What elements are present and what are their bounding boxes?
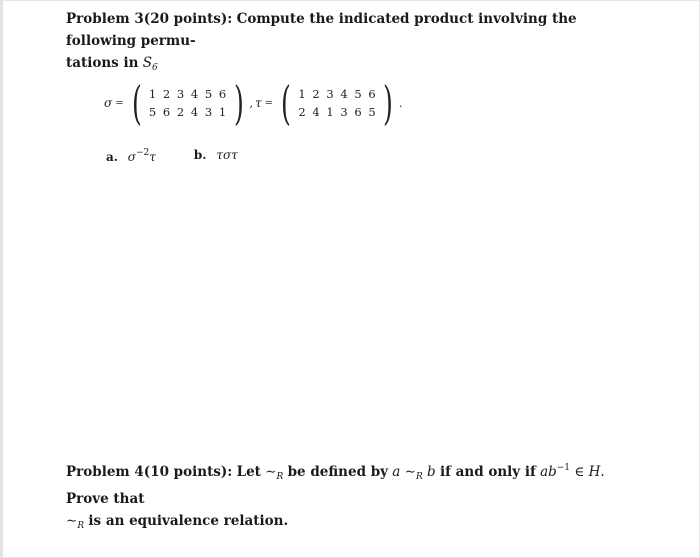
tau-bottom-entry-6: 5 — [368, 105, 376, 119]
sigma-top-entry-4: 4 — [190, 87, 199, 101]
sigma-top-entry-1: 1 — [148, 87, 157, 101]
tau-right-paren: ) — [383, 76, 393, 130]
tau-top-entry-1: 1 — [298, 87, 306, 101]
tau-bottom-entry-2: 4 — [312, 105, 320, 119]
problem-4-prove: Prove that — [66, 491, 145, 507]
tau-matrix — [295, 85, 379, 121]
sigma-top-entry-2: 2 — [162, 87, 171, 101]
problem-3-title: Problem 3(20 points): — [66, 11, 233, 27]
var-a: a — [392, 464, 401, 480]
sigma-equals: = — [115, 97, 124, 109]
part-b-label: b. — [193, 148, 207, 162]
part-a-sigma: σ — [127, 150, 136, 164]
sigma-bottom-entry-1: 5 — [148, 105, 157, 119]
sigma-left-paren: ( — [131, 76, 142, 130]
sigma-bottom-entry-4: 4 — [190, 105, 199, 119]
problem-4-defined-by: be defined by — [287, 464, 388, 480]
part-b — [194, 148, 238, 164]
sigma-bottom-entry-5: 3 — [204, 105, 213, 119]
group-subscript: 6 — [151, 63, 158, 73]
var-b: b — [427, 464, 436, 480]
relation-symbol: ∼ — [265, 464, 277, 480]
part-a-label: a. — [106, 150, 118, 164]
sigma-top-entry-3: 3 — [176, 87, 185, 101]
sigma-bottom-entry-6: 1 — [218, 105, 227, 119]
tau-left-paren: ( — [281, 76, 291, 130]
tau-top-entry-4: 4 — [340, 87, 348, 101]
sigma-top-entry-6: 6 — [218, 87, 227, 101]
problem-4-title: Problem 4(10 points): — [66, 464, 233, 480]
problem-4-let: Let — [236, 464, 261, 480]
sigma-bottom-entry-3: 2 — [176, 105, 185, 119]
inverse-exponent: −1 — [556, 463, 571, 473]
tau-top-entry-6: 6 — [368, 87, 376, 101]
problem-4 — [66, 457, 646, 537]
part-b-expression: τστ — [216, 148, 238, 162]
sigma-matrix — [146, 85, 230, 121]
part-a-exponent: −2 — [135, 148, 150, 158]
tau-top-entry-2: 2 — [312, 87, 320, 101]
tau-equals: = — [264, 97, 274, 109]
group-symbol: S — [142, 55, 152, 71]
sigma-right-paren: ) — [233, 76, 244, 130]
relation-symbol-2: ∼ — [404, 464, 416, 480]
problem-3-line2: tations in — [66, 55, 139, 71]
problem-4-iff: if and only if — [440, 464, 536, 480]
sigma-comma: , — [249, 96, 253, 110]
problem-3-parts — [106, 148, 238, 164]
problem-4-conclusion: is an equivalence relation. — [88, 513, 289, 529]
sigma-bottom-entry-2: 6 — [162, 105, 171, 119]
tau-bottom-entry-1: 2 — [298, 105, 306, 119]
tau-period: . — [398, 96, 403, 110]
sigma-label: σ — [104, 96, 113, 110]
in-h: ∈ H. — [574, 464, 605, 480]
tau-bottom-entry-4: 3 — [340, 105, 348, 119]
permutation-definitions — [104, 76, 404, 130]
tau-top-entry-3: 3 — [326, 87, 334, 101]
relation-subscript-3: R — [77, 521, 85, 531]
relation-symbol-3: ∼ — [66, 513, 78, 529]
relation-subscript: R — [276, 472, 284, 482]
part-a-tau: τ — [149, 150, 156, 164]
sigma-top-entry-5: 5 — [204, 87, 213, 101]
tau-top-entry-5: 5 — [354, 87, 362, 101]
tau-label: τ — [255, 96, 262, 110]
problem-3-text: Compute the indicated product involving the following permu- — [66, 11, 577, 49]
problem-3 — [66, 8, 646, 79]
part-a — [106, 148, 156, 164]
relation-subscript-2: R — [415, 472, 423, 482]
product-ab: ab — [540, 464, 557, 480]
tau-bottom-entry-3: 1 — [326, 105, 334, 119]
tau-bottom-entry-5: 6 — [354, 105, 362, 119]
